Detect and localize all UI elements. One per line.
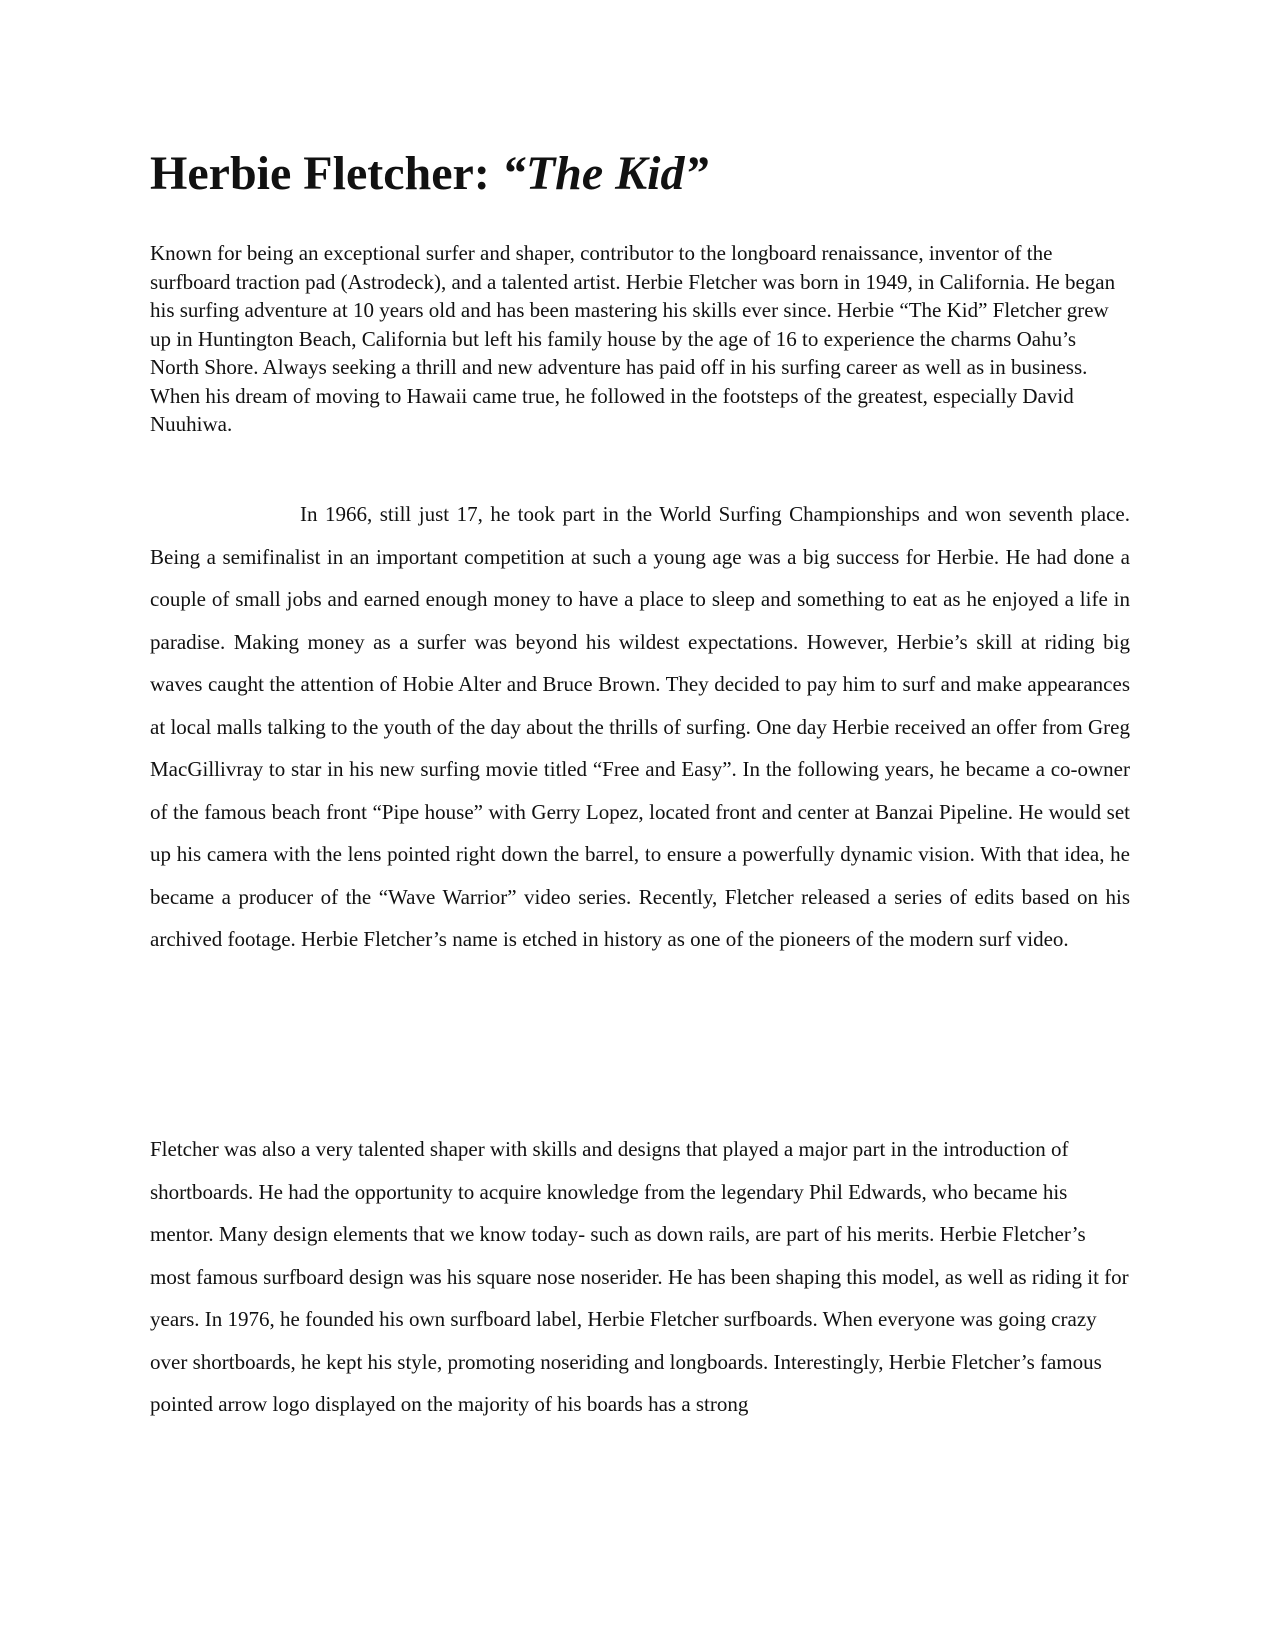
paragraph-intro: Known for being an exceptional surfer and shaper, contributor to the longboard renaissance, inventor of the surfboard traction pad (Astrodeck), and a talented artist. Herbie Fletcher was born in 1949, in California. He began his surfing adventure at 10 years old and has been mastering his skills ever since. Herbie “The Kid” Fletcher grew up in Huntington Beach, California but left his family house by the age of 16 to experience the charms Oahu’s North Shore. Always seeking a thrill and new adventure has paid off in his surfing career as well as in business. When his dream of moving to Hawaii came true, he followed in the footsteps of the greatest, especially David Nuuhiwa. [150, 241, 1116, 436]
title-main: Herbie Fletcher: [150, 147, 502, 200]
paragraph-career: In 1966, still just 17, he took part in the World Surfing Championships and won seventh place. Being a semifinalist in an important competition at such a young age was a big success for Herbie. He had done a couple of small jobs and earned enough money to have a place to sleep and something to eat as he enjoyed a life in paradise. Making money as a surfer was beyond his wildest expectations. However, Herbie’s skill at riding big waves caught the attention of Hobie Alter and Bruce Brown. They decided to pay him to surf and make appearances at local malls talking to the youth of the day about the thrills of surfing. One day Herbie received an offer from Greg MacGillivray to star in his new surfing movie titled “Free and Easy”. In the following years, he became a co-owner of the famous beach front “Pipe house” with Gerry Lopez, located front and center at Banzai Pipeline. He would set up his camera with the lens pointed right down the barrel, to ensure a powerfully dynamic vision. With that idea, he became a producer of the “Wave Warrior” video series. Recently, Fletcher released a series of edits based on his archived footage. Herbie Fletcher’s name is etched in history as one of the pioneers of the modern surf video. [150, 502, 1130, 951]
title-nickname: “The Kid” [501, 147, 709, 200]
document-title [150, 145, 709, 203]
paragraph-shaper: Fletcher was also a very talented shaper with skills and designs that played a major part in the introduction of shortboards. He had the opportunity to acquire knowledge from the legendary Phil Edwards, who became his mentor. Many design elements that we know today- such as down rails, are part of his merits. Herbie Fletcher’s most famous surfboard design was his square nose noserider. He has been shaping this model, as well as riding it for years. In 1976, he founded his own surfboard label, Herbie Fletcher surfboards. When everyone was going crazy over shortboards, he kept his style, promoting noseriding and longboards. Interestingly, Herbie Fletcher’s famous pointed arrow logo displayed on the majority of his boards has a strong [150, 1137, 1129, 1416]
